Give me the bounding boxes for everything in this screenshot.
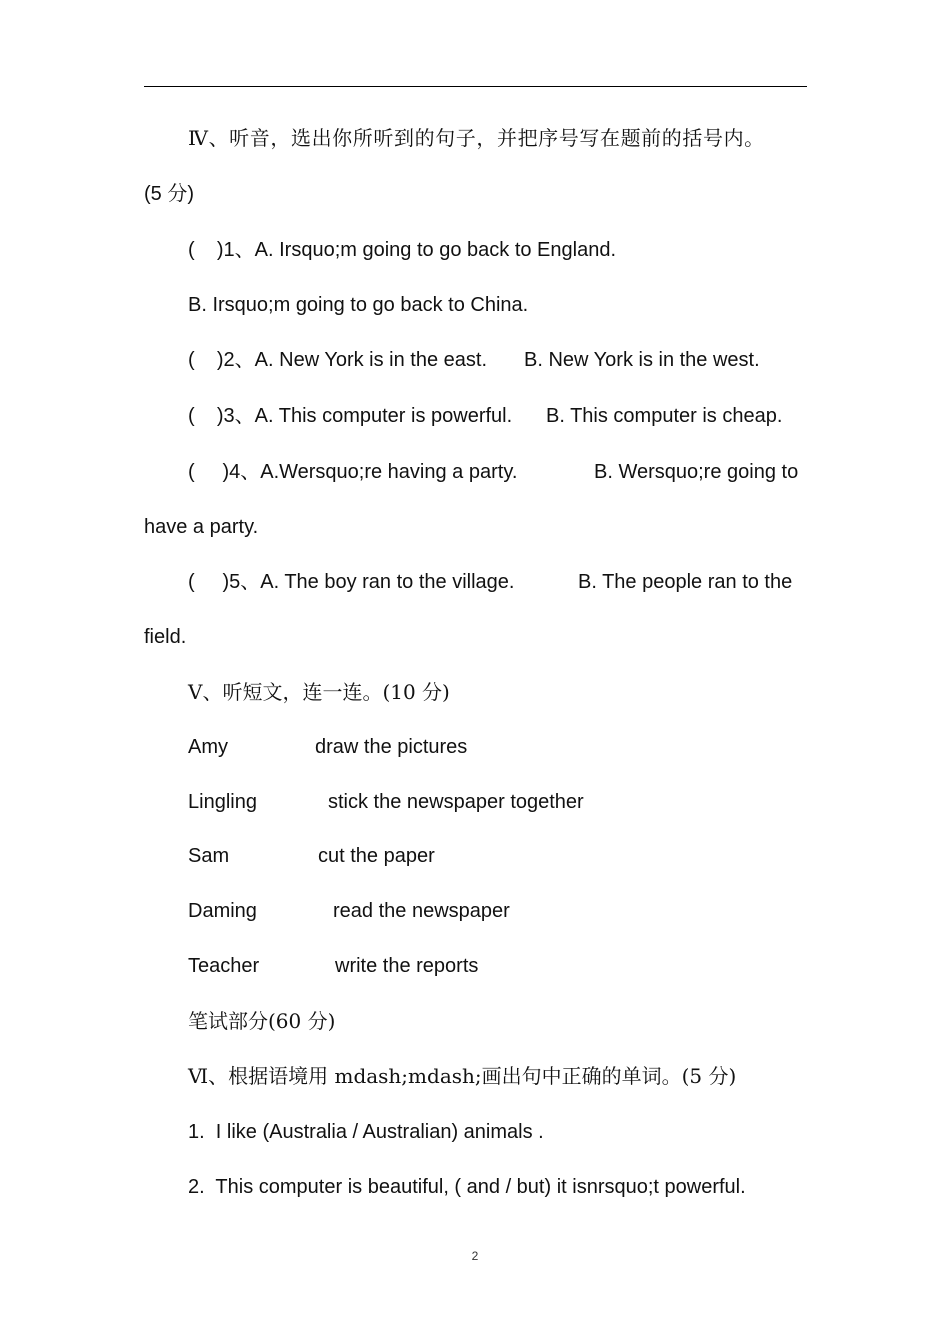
question-4-continuation: have a party. (144, 516, 259, 538)
question-5-continuation: field. (144, 626, 187, 648)
section-4-score: (5 分) (144, 183, 194, 205)
question-3-option-a: ( )3、A. This computer is powerful. (188, 405, 513, 427)
match-name-daming: Daming (188, 900, 257, 922)
question-5-option-b: B. The people ran to the (578, 571, 793, 593)
header-rule (144, 86, 807, 87)
match-name-amy: Amy (188, 736, 228, 758)
match-task-daming: read the newspaper (333, 900, 510, 922)
match-task-teacher: write the reports (335, 955, 479, 977)
match-task-amy: draw the pictures (315, 736, 468, 758)
section-6-item-2: 2. This computer is beautiful, ( and / but) it isnrsquo;t powerful. (188, 1176, 746, 1198)
page-number: 2 (471, 1249, 479, 1263)
question-1-option-a: ( )1、A. Irsquo;m going to go back to England. (188, 239, 617, 261)
question-3-option-b: B. This computer is cheap. (546, 405, 783, 427)
match-name-teacher: Teacher (188, 955, 260, 977)
section-4-heading: Ⅳ、听音，选出你所听到的句子，并把序号写在题前的括号内。 (188, 126, 765, 150)
question-4-option-b: B. Wersquo;re going to (594, 461, 799, 483)
question-5-option-a: ( )5、A. The boy ran to the village. (188, 571, 515, 593)
section-5-heading: Ⅴ、听短文，连一连。(10 分) (188, 680, 450, 704)
match-name-sam: Sam (188, 845, 230, 867)
question-1-option-b: B. Irsquo;m going to go back to China. (188, 294, 529, 316)
match-task-lingling: stick the newspaper together (328, 791, 584, 813)
match-task-sam: cut the paper (318, 845, 435, 867)
match-name-lingling: Lingling (188, 791, 257, 813)
section-6-item-1: 1. I like (Australia / Australian) animals . (188, 1121, 544, 1143)
written-part-heading: 笔试部分(60 分) (188, 1009, 336, 1033)
question-4-option-a: ( )4、A.Wersquo;re having a party. (188, 461, 518, 483)
question-2-option-b: B. New York is in the west. (524, 349, 760, 371)
question-2-option-a: ( )2、A. New York is in the east. (188, 349, 488, 371)
section-6-heading: Ⅵ、根据语境用 mdash;mdash;画出句中正确的单词。(5 分) (188, 1064, 737, 1088)
